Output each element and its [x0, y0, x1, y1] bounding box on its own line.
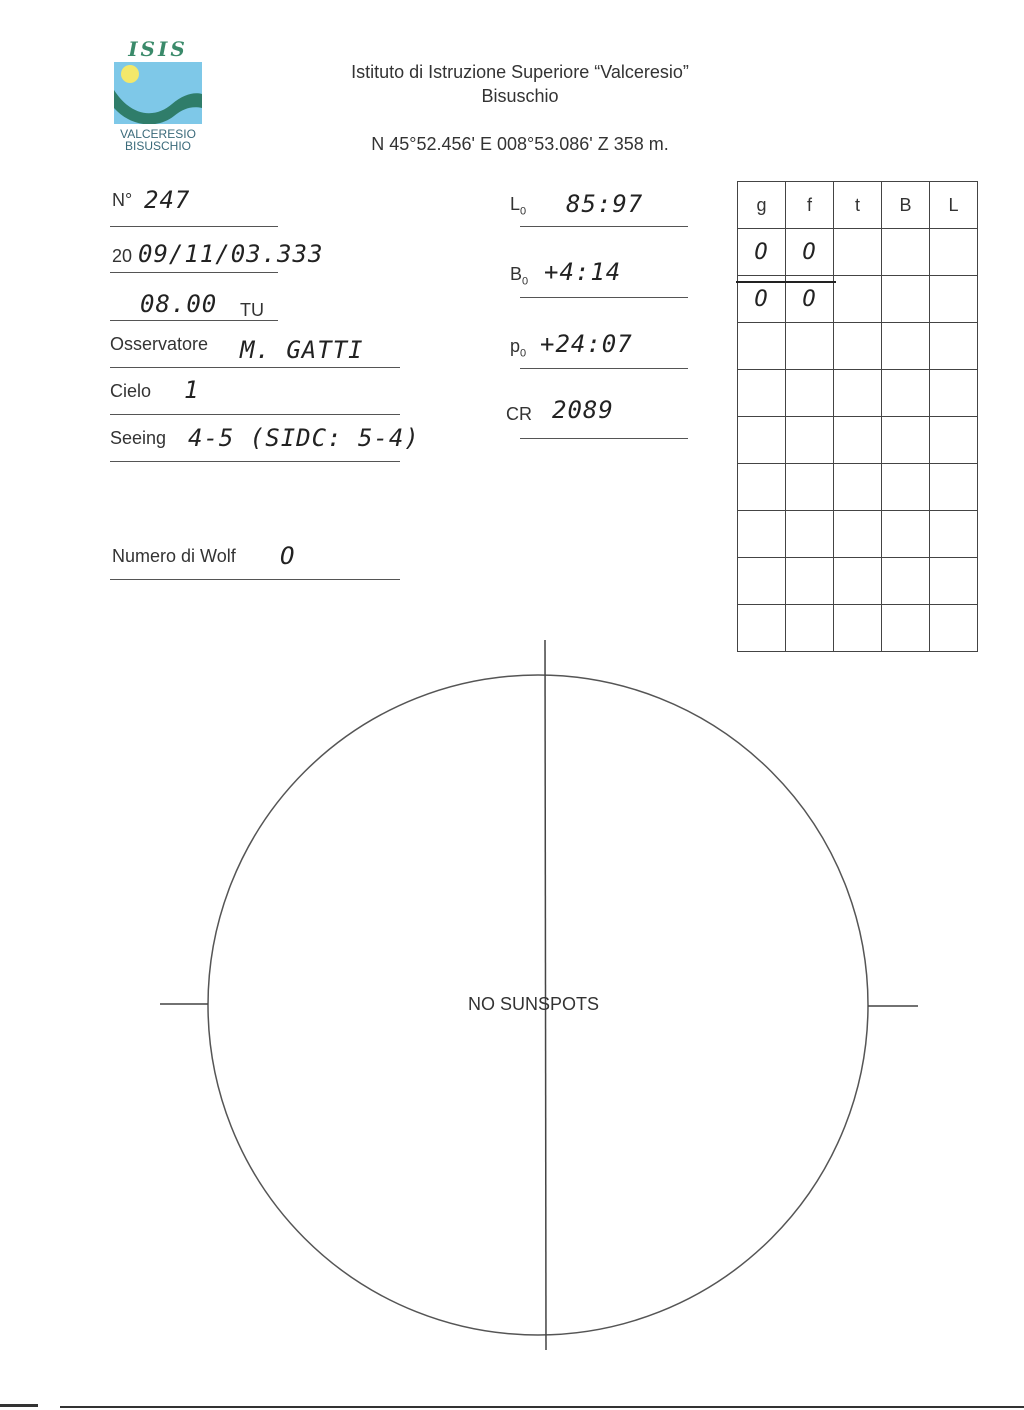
table-cell: [930, 276, 978, 323]
header-spots: f: [786, 182, 834, 229]
table-cell: O: [738, 229, 786, 276]
l0-letter: L: [510, 194, 521, 214]
table-cell: [930, 229, 978, 276]
table-row: [738, 229, 978, 276]
table-cell: [738, 370, 786, 417]
table-cell: [738, 558, 786, 605]
table-header-row: [738, 182, 978, 229]
time-value: 08.00: [140, 290, 218, 318]
time-unit: TU: [240, 300, 264, 320]
institute-town: Bisuschio: [481, 86, 559, 106]
table-cell: [738, 511, 786, 558]
table-cell: [786, 417, 834, 464]
cr-underline: [520, 438, 688, 439]
table-cell: [882, 417, 930, 464]
p0-letter: p: [510, 336, 521, 356]
table-row: [738, 558, 978, 605]
date-underline: [110, 272, 278, 273]
number-label: N°: [112, 190, 133, 210]
time-underline: [110, 320, 278, 321]
site-coordinates: N 45°52.456' E 008°53.086' Z 358 m.: [371, 134, 669, 154]
observer-value: M. GATTI: [240, 336, 364, 364]
header-l: L: [930, 182, 978, 229]
table-cell: [882, 370, 930, 417]
table-row: [738, 417, 978, 464]
table-cell: [882, 464, 930, 511]
table-cell: [882, 511, 930, 558]
wolf-number-value: O: [280, 542, 296, 570]
header-b: B: [882, 182, 930, 229]
table-cell: O: [738, 276, 786, 323]
table-cell: [738, 417, 786, 464]
table-cell: [834, 511, 882, 558]
header-t: t: [834, 182, 882, 229]
table-cell: [738, 323, 786, 370]
logo-caption-2: BISUSCHIO: [124, 139, 191, 153]
table-handwritten-separator: [736, 281, 836, 283]
table-row: [738, 511, 978, 558]
sky-underline: [110, 414, 400, 415]
table-cell: O: [786, 229, 834, 276]
table-row: [738, 323, 978, 370]
page-bottom-edge-left: [0, 1404, 38, 1407]
seeing-underline: [110, 461, 400, 462]
p0-label: [510, 336, 526, 360]
table-cell: [930, 417, 978, 464]
observer-underline: [110, 367, 400, 368]
table-cell: [738, 464, 786, 511]
wolf-number-underline: [110, 579, 400, 580]
table-cell: [930, 558, 978, 605]
table-cell: [834, 370, 882, 417]
b0-letter: B: [510, 264, 523, 284]
cr-value: 2089: [552, 396, 614, 424]
table-cell: [834, 323, 882, 370]
header-groups: g: [738, 182, 786, 229]
institute-name: Istituto di Istruzione Superiore “Valceresio”: [351, 62, 689, 82]
table-cell: [834, 464, 882, 511]
table-cell: [834, 417, 882, 464]
logo-wordmark: ISIS: [128, 37, 188, 61]
l0-label: [510, 194, 526, 218]
table-cell: [786, 464, 834, 511]
table-cell: [786, 558, 834, 605]
l0-subscript: 0: [520, 205, 527, 218]
seeing-value: 4-5 (SIDC: 5-4): [188, 424, 420, 452]
logo-emblem: [112, 60, 204, 124]
b0-value: +4:14: [544, 258, 622, 286]
date-value: 09/11/03.333: [138, 240, 324, 268]
logo-caption-1: VALCERESIO: [120, 127, 196, 141]
school-logo: [112, 38, 204, 156]
b0-underline: [520, 297, 688, 298]
sunspot-count-table: [737, 181, 978, 652]
table-row: [738, 370, 978, 417]
number-underline: [110, 226, 278, 227]
sky-label: Cielo: [110, 381, 152, 401]
table-cell: [882, 558, 930, 605]
sky-value: 1: [184, 376, 200, 404]
page-bottom-edge: [60, 1406, 1024, 1408]
cr-label: CR: [506, 404, 532, 424]
seeing-label: Seeing: [110, 428, 167, 448]
table-cell: [930, 464, 978, 511]
wolf-number-label: Numero di Wolf: [112, 546, 236, 566]
l0-value: 85:97: [566, 190, 644, 218]
p0-value: +24:07: [540, 330, 633, 358]
table-cell: [930, 323, 978, 370]
b0-subscript: 0: [522, 275, 529, 288]
table-cell: [834, 229, 882, 276]
table-cell: [882, 276, 930, 323]
table-cell: O: [786, 276, 834, 323]
l0-underline: [520, 226, 688, 227]
observer-label: Osservatore: [110, 334, 209, 354]
p0-subscript: 0: [520, 347, 527, 360]
date-prefix: 20: [112, 246, 133, 266]
b0-label: [510, 264, 528, 288]
table-cell: [834, 558, 882, 605]
table-cell: [786, 370, 834, 417]
table-row: [738, 464, 978, 511]
number-value: 247: [144, 186, 191, 214]
table-cell: [930, 511, 978, 558]
table-cell: [786, 323, 834, 370]
p0-underline: [520, 368, 688, 369]
table-cell: [882, 323, 930, 370]
table-cell: [834, 276, 882, 323]
disk-annotation: NO SUNSPOTS: [468, 994, 600, 1014]
table-cell: [882, 229, 930, 276]
table-cell: [930, 370, 978, 417]
table-cell: [786, 511, 834, 558]
